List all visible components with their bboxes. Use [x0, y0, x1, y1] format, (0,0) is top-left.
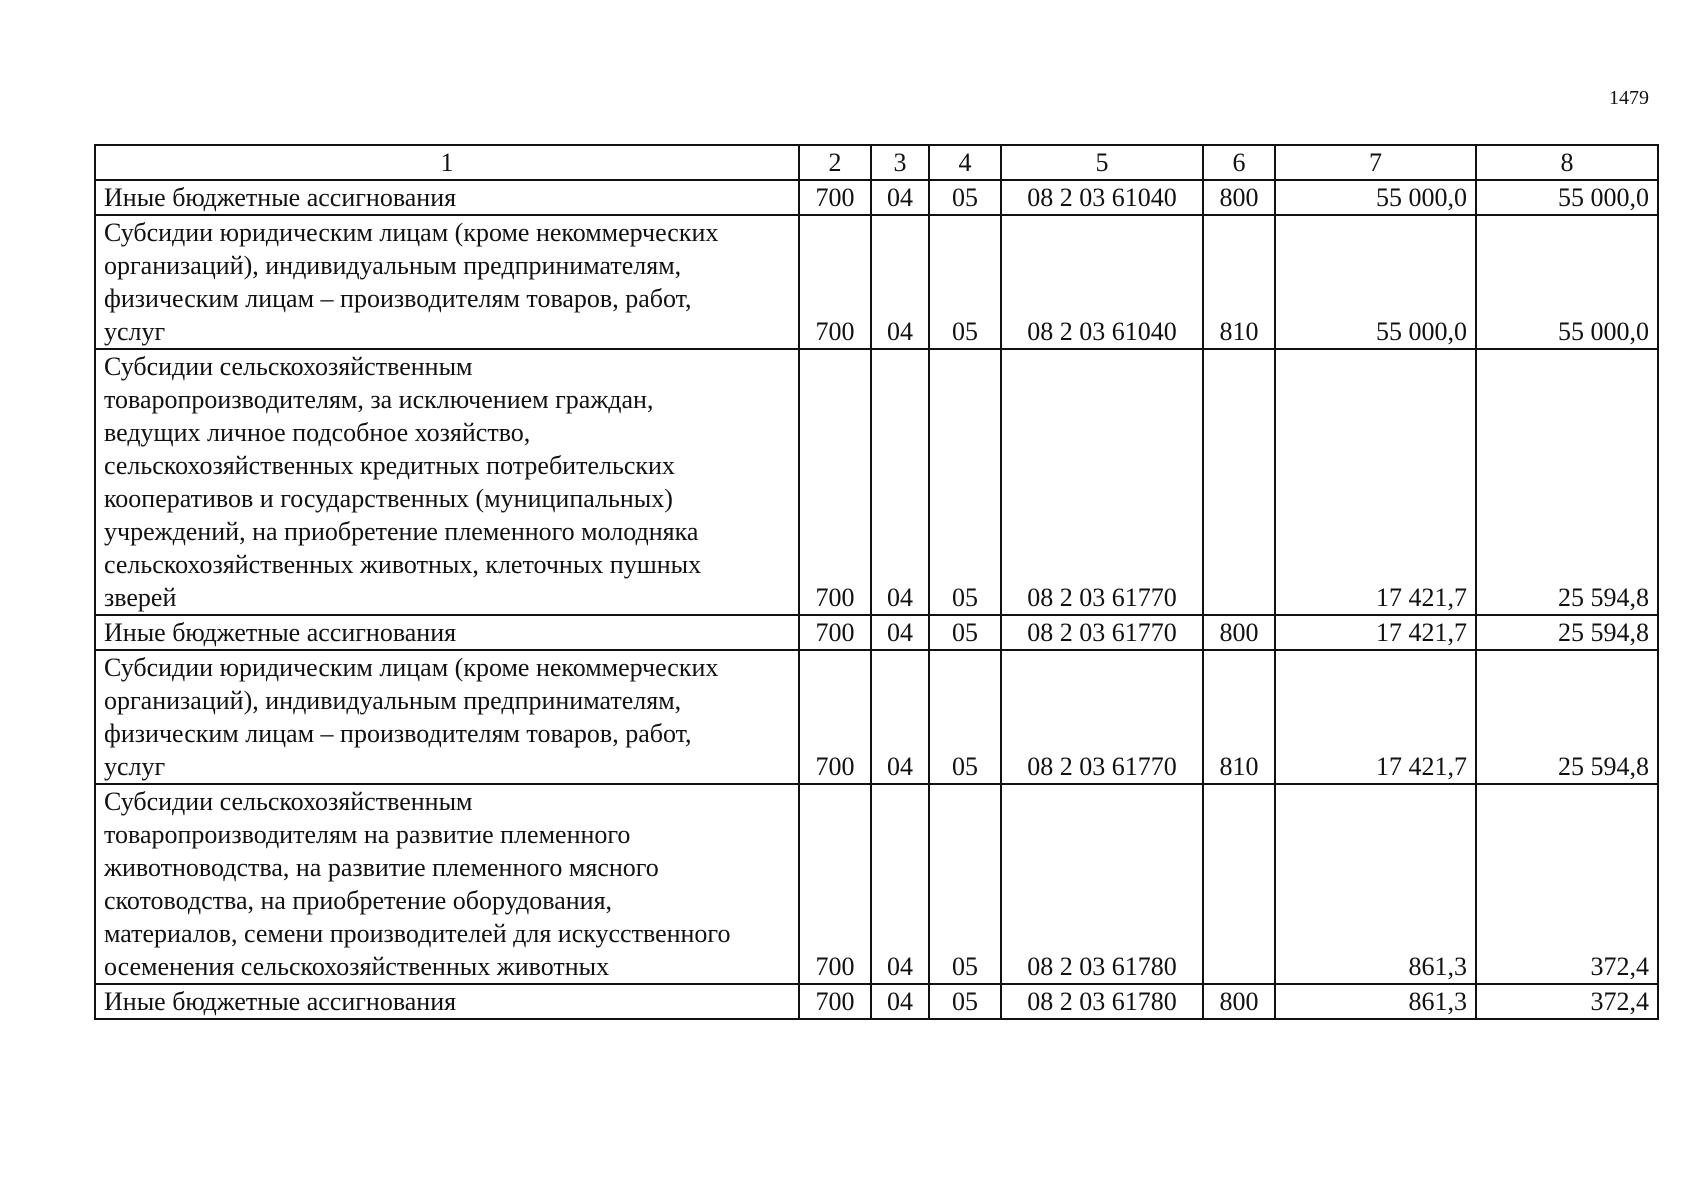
target-article-cell: 08 2 03 61040 — [1001, 180, 1203, 215]
section-code-cell: 04 — [871, 650, 929, 784]
expense-type-cell — [1203, 349, 1275, 615]
row-name-cell: Субсидии юридическим лицам (кроме некоммерческих организаций), индивидуальным предпринимателям, физическим лицам – производителям товаров, работ, услуг — [95, 215, 799, 349]
row-name-cell: Иные бюджетные ассигнования — [95, 615, 799, 650]
column-header: 5 — [1001, 145, 1203, 180]
subsection-code-cell: 05 — [929, 784, 1001, 984]
column-header: 8 — [1476, 145, 1658, 180]
page-number: 1479 — [1609, 87, 1649, 109]
amount-cell-7: 55 000,0 — [1275, 180, 1476, 215]
section-code-cell: 04 — [871, 784, 929, 984]
department-code-cell: 700 — [799, 984, 871, 1019]
row-name-cell: Субсидии сельскохозяйственным товаропроизводителям, за исключением граждан, ведущих личное подсобное хозяйство, сельскохозяйственных кредитных потребительских кооперативов и государственных (муниципальных) учреждений, на приобретение племенного молодняка сельскохозяйственных животных, клеточных пушных зверей — [95, 349, 799, 615]
subsection-code-cell: 05 — [929, 615, 1001, 650]
row-name-cell: Иные бюджетные ассигнования — [95, 180, 799, 215]
target-article-cell: 08 2 03 61770 — [1001, 650, 1203, 784]
subsection-code-cell: 05 — [929, 349, 1001, 615]
column-header: 6 — [1203, 145, 1275, 180]
department-code-cell: 700 — [799, 349, 871, 615]
expense-type-cell: 800 — [1203, 180, 1275, 215]
expense-type-cell: 800 — [1203, 984, 1275, 1019]
table-row — [95, 650, 1658, 784]
budget-table — [94, 144, 1659, 1020]
section-code-cell: 04 — [871, 349, 929, 615]
column-header: 3 — [871, 145, 929, 180]
expense-type-cell: 810 — [1203, 215, 1275, 349]
department-code-cell: 700 — [799, 784, 871, 984]
amount-cell-7: 17 421,7 — [1275, 615, 1476, 650]
department-code-cell: 700 — [799, 615, 871, 650]
row-name-cell: Субсидии сельскохозяйственным товаропроизводителям на развитие племенного животноводства, на развитие племенного мясного скотоводства, на приобретение оборудования, материалов, семени производителей для искусственного осеменения сельскохозяйственных животных — [95, 784, 799, 984]
section-code-cell: 04 — [871, 615, 929, 650]
amount-cell-8: 55 000,0 — [1476, 180, 1658, 215]
amount-cell-7: 55 000,0 — [1275, 215, 1476, 349]
subsection-code-cell: 05 — [929, 215, 1001, 349]
amount-cell-7: 17 421,7 — [1275, 349, 1476, 615]
amount-cell-7: 17 421,7 — [1275, 650, 1476, 784]
subsection-code-cell: 05 — [929, 180, 1001, 215]
amount-cell-8: 25 594,8 — [1476, 650, 1658, 784]
section-code-cell: 04 — [871, 215, 929, 349]
target-article-cell: 08 2 03 61770 — [1001, 615, 1203, 650]
amount-cell-8: 25 594,8 — [1476, 349, 1658, 615]
column-header: 7 — [1275, 145, 1476, 180]
department-code-cell: 700 — [799, 215, 871, 349]
row-name-cell: Субсидии юридическим лицам (кроме некоммерческих организаций), индивидуальным предпринимателям, физическим лицам – производителям товаров, работ, услуг — [95, 650, 799, 784]
department-code-cell: 700 — [799, 180, 871, 215]
table-row — [95, 984, 1658, 1019]
amount-cell-8: 25 594,8 — [1476, 615, 1658, 650]
table-row — [95, 615, 1658, 650]
column-header: 4 — [929, 145, 1001, 180]
table-row — [95, 784, 1658, 984]
table-row — [95, 180, 1658, 215]
row-name-cell: Иные бюджетные ассигнования — [95, 984, 799, 1019]
target-article-cell: 08 2 03 61780 — [1001, 984, 1203, 1019]
expense-type-cell — [1203, 784, 1275, 984]
table-row — [95, 215, 1658, 349]
expense-type-cell: 800 — [1203, 615, 1275, 650]
expense-type-cell: 810 — [1203, 650, 1275, 784]
amount-cell-8: 372,4 — [1476, 984, 1658, 1019]
table-row — [95, 349, 1658, 615]
column-header: 2 — [799, 145, 871, 180]
target-article-cell: 08 2 03 61780 — [1001, 784, 1203, 984]
amount-cell-8: 55 000,0 — [1476, 215, 1658, 349]
amount-cell-8: 372,4 — [1476, 784, 1658, 984]
table-header-row — [95, 145, 1658, 180]
subsection-code-cell: 05 — [929, 984, 1001, 1019]
department-code-cell: 700 — [799, 650, 871, 784]
target-article-cell: 08 2 03 61770 — [1001, 349, 1203, 615]
section-code-cell: 04 — [871, 984, 929, 1019]
column-header: 1 — [95, 145, 799, 180]
amount-cell-7: 861,3 — [1275, 984, 1476, 1019]
section-code-cell: 04 — [871, 180, 929, 215]
target-article-cell: 08 2 03 61040 — [1001, 215, 1203, 349]
amount-cell-7: 861,3 — [1275, 784, 1476, 984]
subsection-code-cell: 05 — [929, 650, 1001, 784]
